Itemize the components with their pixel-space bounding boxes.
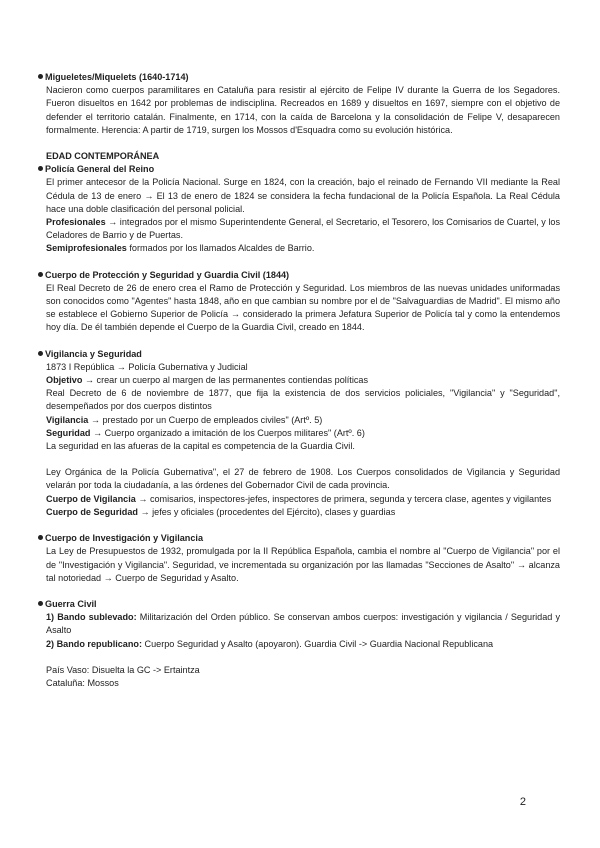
- bullet-icon: [38, 166, 43, 171]
- term-text: → integrados por el mismo Superintendente General, el Secretario, el Tesorero, los Comisarios de Cuartel, y los Celadores de Barrio y de Puertas.: [46, 217, 560, 241]
- paragraph-real-decreto-1877: Real Decreto de 6 de noviembre de 1877, que fija la existencia de dos servicios policiales, "Vigilancia" y "Seguridad", desempeñados por dos cuerpos distintos: [46, 388, 560, 412]
- term-label: Semiprofesionales: [46, 243, 127, 254]
- paragraph-cuerpo-vigilancia: [46, 493, 560, 506]
- line-seguridad: [46, 427, 560, 440]
- line-cataluna: Cataluña: Mossos: [46, 677, 119, 688]
- section-title-vigilancia: [38, 348, 560, 361]
- paragraph-policia-general: El primer antecesor de la Policía Nacional. Surge en 1824, con la creación, bajo el reinado de Fernando VII mediante la Real Cédula de 13 de enero → El 13 de enero de 1824 se considera la fecha fundacional de la Policía Española. La Real Cédula hace una doble clasificación del personal policial.: [46, 177, 560, 214]
- bullet-icon: [38, 74, 43, 79]
- page-content: [38, 71, 560, 690]
- paragraph-proteccion: El Real Decreto de 26 de enero crea el Ramo de Protección y Seguridad. Los miembros de las nuevas unidades uniformadas son conocidos como "Agentes" hasta 1848, año en que cambian su nombre por el de "Salvaguardias de Madrid". El mismo año se establece el Gobierno Superior de Policía → considerado la primera Jefatura Superior de Policía tal y como la entendemos hoy día. De él también depende el Cuerpo de la Guardia Civil, creado en 1844.: [46, 282, 560, 333]
- term-label: Seguridad: [46, 427, 91, 438]
- term-text: → comisarios, inspectores-jefes, inspectores de primera, segunda y tercera clase, agentes y vigilantes: [135, 493, 552, 504]
- term-text: → prestado por un Cuerpo de empleados civiles" (Artº. 5): [88, 414, 323, 425]
- paragraph-ley-organica: Ley Orgánica de la Policía Gubernativa", el 27 de febrero de 1908. Los Cuerpos consolidados de Vigilancia y Seguridad velarán por toda la ciudadanía, a las órdenes del Gobernador Civil de cada provincia.: [46, 467, 560, 491]
- term-text: → crear un cuerpo al margen de las permanentes contiendas políticas: [82, 375, 368, 386]
- paragraph-profesionales: [46, 216, 560, 242]
- paragraph-migueletes: Nacieron como cuerpos paramilitares en Cataluña para resistir al ejército de Felipe IV durante la Guerra de los Segadores. Fueron disueltos en 1642 por problemas de indisciplina. Recreados en 1689 y disueltos en 1697, siempre con el objetivo de defender el territorio catalán. Finalmente, en 1714, con la caída de Barcelona y la consolidación de Felipe V, desaparecen formalmente. Herencia: A partir de 1719, surgen los Mossos d'Esquadra como su evolución histórica.: [46, 85, 560, 135]
- section-title-text: Guerra Civil: [45, 598, 97, 609]
- line-vigilancia: [46, 414, 560, 427]
- term-text: formados por los llamados Alcaldes de Barrio.: [126, 243, 315, 254]
- term-text: → Cuerpo organizado a imitación de los Cuerpos militares" (Artº. 6): [90, 427, 365, 438]
- section-title-text: Vigilancia y Seguridad: [45, 348, 142, 359]
- bullet-icon: [38, 351, 43, 356]
- line-pais-vasco: País Vaso: Disuelta la GC -> Ertaintza: [46, 664, 200, 675]
- paragraph-bando-sublevado: [46, 611, 560, 637]
- term-text: → jefes y oficiales (procedentes del Ejército), clases y guardias: [137, 506, 396, 517]
- section-title-text: Policía General del Reino: [45, 164, 155, 175]
- page-number: 2: [519, 796, 526, 808]
- term-text: Cuerpo Seguridad y Asalto (apoyaron). Guardia Civil -> Guardia Nacional Republicana: [142, 638, 494, 649]
- section-title-investigacion: [38, 532, 560, 545]
- term-label: Cuerpo de Vigilancia: [46, 493, 136, 504]
- term-text: Militarización del Orden público. Se conservan ambos cuerpos: investigación y vigilancia / Seguridad y Asalto: [46, 612, 560, 636]
- section-title-text: Migueletes/Miquelets (1640-1714): [45, 72, 189, 82]
- bullet-icon: [38, 601, 43, 606]
- line-republica: 1873 I República → Policía Gubernativa y Judicial: [46, 361, 248, 372]
- paragraph-bando-republicano: [46, 638, 560, 651]
- section-title-policia-general: [38, 163, 560, 176]
- section-title-text: Cuerpo de Investigación y Vigilancia: [45, 533, 204, 544]
- bullet-icon: [38, 535, 43, 540]
- paragraph-semiprofesionales: [46, 242, 560, 255]
- term-label: 1) Bando sublevado:: [46, 612, 137, 623]
- term-label: Profesionales: [46, 217, 106, 228]
- term-label: Cuerpo de Seguridad: [46, 506, 138, 517]
- section-title-migueletes: [38, 71, 560, 84]
- term-label: Objetivo: [46, 375, 83, 386]
- section-title-proteccion: [38, 269, 560, 282]
- term-label: Vigilancia: [46, 414, 89, 425]
- section-title-text: Cuerpo de Protección y Seguridad y Guardia Civil (1844): [45, 269, 290, 280]
- paragraph-investigacion: La Ley de Presupuestos de 1932, promulgada por la II República Española, cambia el nombre al "Cuerpo de Vigilancia" por el de "Investigación y Vigilancia". Seguridad, ve incrementada su organización por las llamadas "Secciones de Asalto" → alcanza tal notoriedad → Cuerpo de Seguridad y Asalto.: [46, 546, 560, 583]
- term-label: 2) Bando republicano:: [46, 638, 142, 649]
- era-heading: EDAD CONTEMPORÁNEA: [46, 151, 160, 162]
- bullet-icon: [38, 272, 43, 277]
- section-title-guerra-civil: [38, 598, 560, 611]
- line-afueras: La seguridad en las afueras de la capital es competencia de la Guardia Civil.: [46, 441, 355, 452]
- paragraph-cuerpo-seguridad: [46, 506, 560, 519]
- line-objetivo: [46, 374, 560, 387]
